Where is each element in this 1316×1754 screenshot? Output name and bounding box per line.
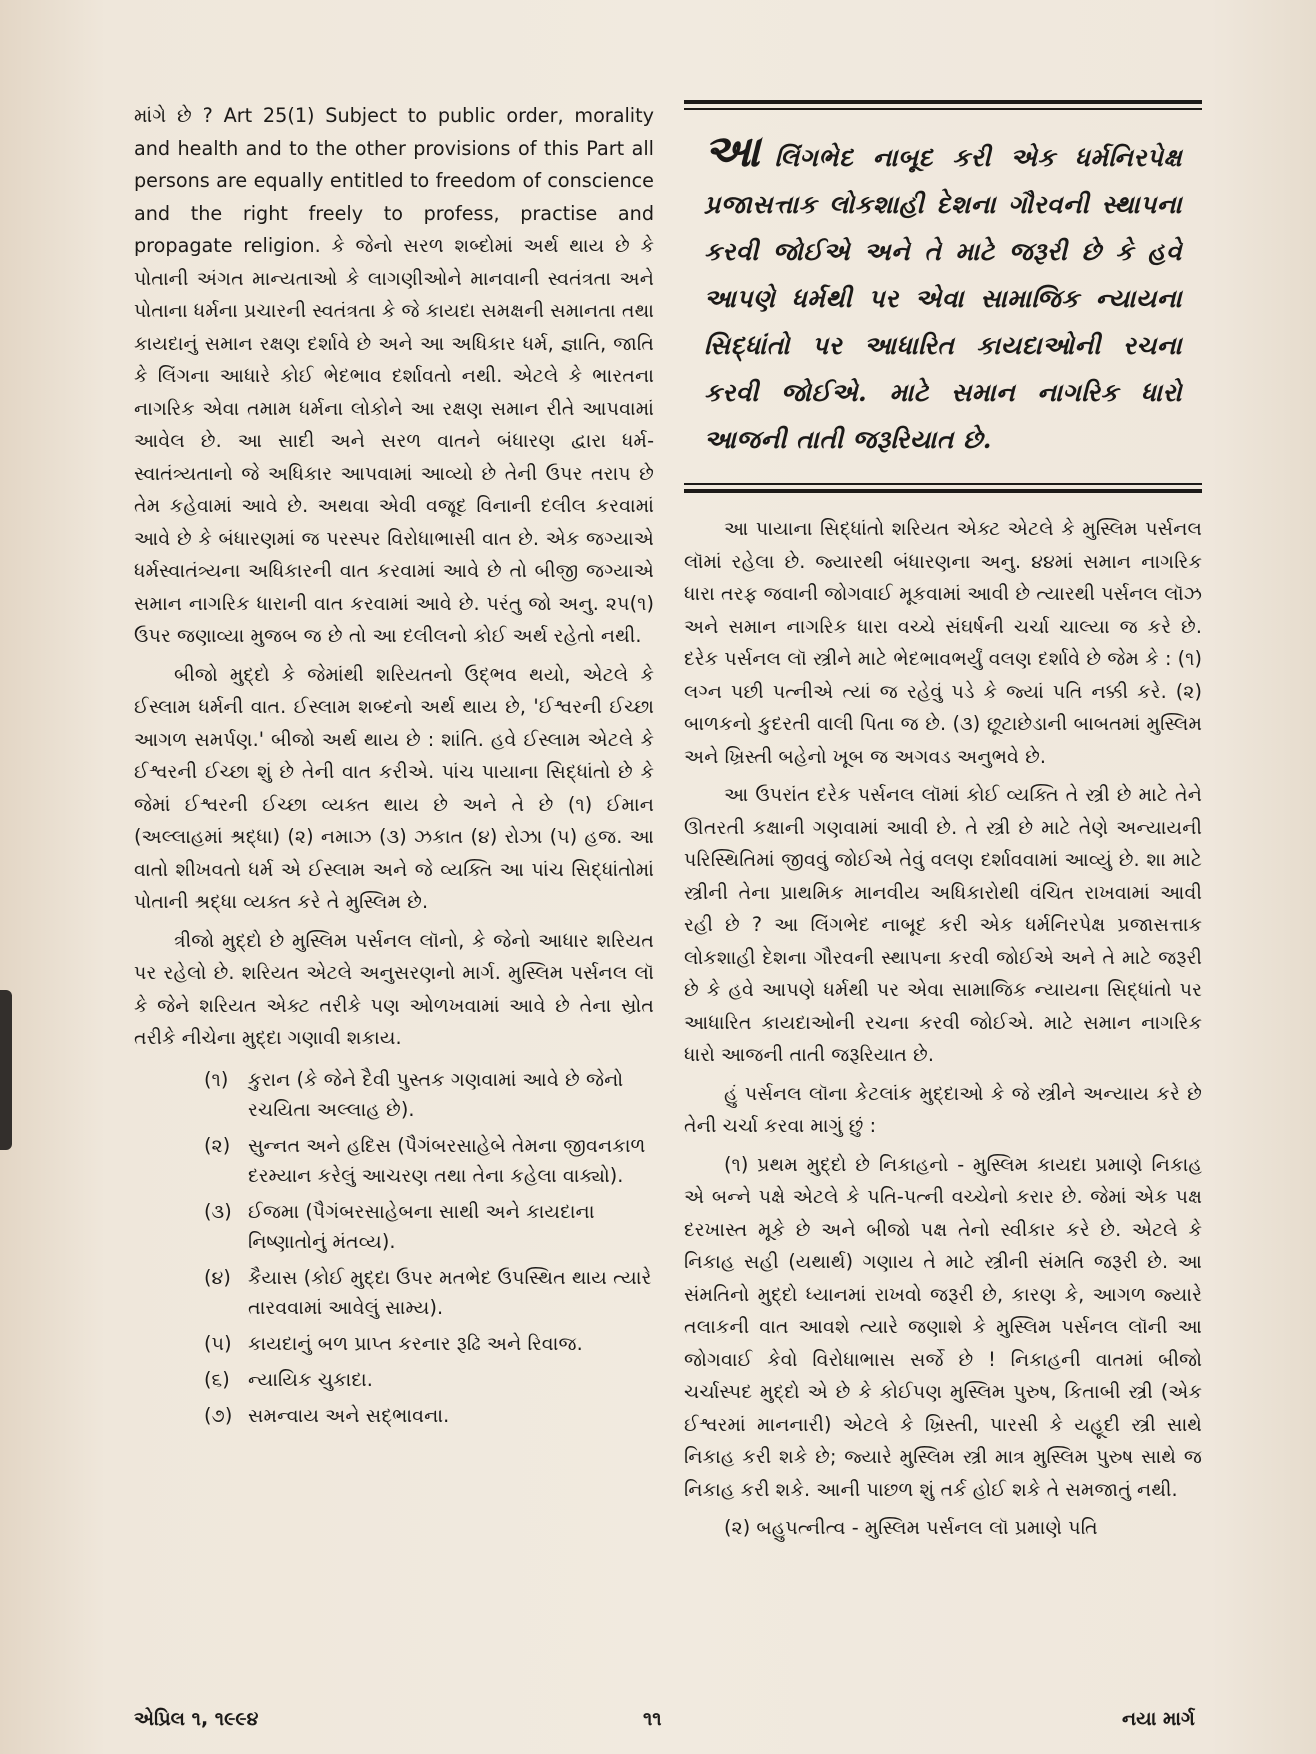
- pull-quote-body: લિંગભેદ નાબૂદ કરી એક ધર્મનિરપેક્ષ પ્રજાસત્તાક લોકશાહી દેશના ગૌરવની સ્થાપના કરવી જોઈએ અને તે માટે જરૂરી છે કે હવે આપણે ધર્મથી પર એવા સામાજિક ન્યાયના સિદ્ધાંતો પર આધારિત કાયદાઓની રચના કરવી જોઈએ. માટે સમાન નાગરિક ધારો આજની તાતી જરૂરિયાત છે.: [704, 143, 1182, 454]
- list-number: (૬): [204, 1367, 230, 1391]
- sources-list: [134, 1065, 654, 1431]
- list-text: સમન્વાય અને સદ્ભાવના.: [248, 1403, 450, 1427]
- list-text: ઈજમા (પૈગંબરસાહેબના સાથી અને કાયદાના નિષ્ણાતોનું મંતવ્ય).: [248, 1199, 595, 1253]
- list-text: સુન્નત અને હદિસ (પૈગંબરસાહેબે તેમના જીવનકાળ દરમ્યાન કરેલું આચરણ તથા તેના કહેલા વાક્યો).: [248, 1133, 646, 1187]
- pull-quote: [684, 100, 1202, 493]
- divider: [684, 483, 1202, 485]
- footer-publication: નયા માર્ગ: [1122, 1708, 1195, 1730]
- pull-quote-text: [684, 110, 1202, 479]
- list-item: [204, 1401, 654, 1431]
- list-number: (૪): [204, 1265, 231, 1289]
- list-text: કુરાન (કે જેને દૈવી પુસ્તક ગણવામાં આવે છે જેનો રચયિતા અલ્લાહ છે).: [248, 1067, 624, 1121]
- list-number: (૨): [204, 1133, 231, 1157]
- footer-page-number: ૧૧: [643, 1708, 662, 1730]
- paragraph-nikah: (૧) પ્રથમ મુદ્દો છે નિકાહનો - મુસ્લિમ કાયદા પ્રમાણે નિકાહ એ બન્ને પક્ષે એટલે કે પતિ-પત્ની વચ્ચેનો કરાર છે. જેમાં એક પક્ષ દરખાસ્ત મૂકે છે અને બીજો પક્ષ તેનો સ્વીકાર કરે છે. એટલે કે નિકાહ સહી (યથાર્થ) ગણાય તે માટે સ્ત્રીની સંમતિ જરૂરી છે. આ સંમતિનો મુદ્દો ધ્યાનમાં રાખવો જરૂરી છે, કારણ કે, આગળ જ્યારે તલાકની વાત આવશે ત્યારે જણાશે કે મુસ્લિમ પર્સનલ લૉની આ જોગવાઈ કેવો વિરોધાભાસ સર્જે છે ! નિકાહની વાતમાં બીજો ચર્ચાસ્પદ મુદ્દો એ છે કે કોઈપણ મુસ્લિમ પુરુષ, કિતાબી સ્ત્રી (એક ઈશ્વરમાં માનનારી) એટલે કે ખ્રિસ્તી, પારસી કે યહૂદી સ્ત્રી સાથે નિકાહ કરી શકે છે; જ્યારે મુસ્લિમ સ્ત્રી માત્ર મુસ્લિમ પુરુષ સાથે જ નિકાહ કરી શકે. આની પાછળ શું તર્ક હોઈ શકે તે સમજાતું નથી.: [684, 1152, 1202, 1501]
- binding-shadow: [0, 990, 12, 1150]
- paragraph-personal-law: ત્રીજો મુદ્દો છે મુસ્લિમ પર્સનલ લૉનો, કે જેનો આધાર શરિયત પર રહેલો છે. શરિયત એટલે અનુસરણનો માર્ગ. મુસ્લિમ પર્સનલ લૉ કે જેને શરિયત એક્ટ તરીકે પણ ઓળખવામાં આવે છે તેના સ્રોત તરીકે નીચેના મુદ્દા ગણાવી શકાય.: [134, 928, 654, 1049]
- paragraph-article-25: માંગે છે ? Art 25(1) Subject to public order, morality and health and to the other provisions of this Part all persons are equally entitled to freedom of conscience and the right freely to profess, practise and propagate religion. કે જેનો સરળ શબ્દોમાં અર્થ થાય છે કે પોતાની અંગત માન્યતાઓ કે લાગણીઓને માનવાની સ્વતંત્રતા અને પોતાના ધર્મના પ્રચારની સ્વતંત્રતા કે જે કાયદા સમક્ષની સમાનતા તથા કાયદાનું સમાન રક્ષણ દર્શાવે છે અને આ અધિકાર ધર્મ, જ્ઞાતિ, જાતિ કે લિંગના આધારે કોઈ ભેદભાવ દર્શાવતો નથી. એટલે કે ભારતના નાગરિક એવા તમામ ધર્મના લોકોને આ રક્ષણ સમાન રીતે આપવામાં આવેલ છે. આ સાદી અને સરળ વાતને બંધારણ દ્વારા ધર્મ-સ્વાતંત્ર્યતાનો જે અધિકાર આપવામાં આવ્યો છે તેની ઉપર તરાપ છે તેમ કહેવામાં આવે છે. અથવા એવી વજૂદ વિનાની દલીલ કરવામાં આવે છે કે બંધારણમાં જ પરસ્પર વિરોધાભાસી વાત છે. એક જગ્યાએ ધર્મસ્વાતંત્ર્યના અધિકારની વાત કરવામાં આવે છે તો બીજી જગ્યાએ સમાન નાગરિક ધારાની વાત કરવામાં આવે છે. પરંતુ જો અનુ. ૨૫(૧) ઉપર જણાવ્યા મુજબ જ છે તો આ દલીલનો કોઈ અર્થ રહેતો નથી.: [134, 104, 654, 647]
- paragraph-islam: બીજો મુદ્દો કે જેમાંથી શરિયતનો ઉદ્ભવ થયો, એટલે કે ઈસ્લામ ધર્મની વાત. ઈસ્લામ શબ્દનો અર્થ થાય છે, 'ઈશ્વરની ઈચ્છા આગળ સમર્પણ.' બીજો અર્થ થાય છે : શાંતિ. હવે ઈસ્લામ એટલે કે ઈશ્વરની ઈચ્છા શું છે તેની વાત કરીએ. પાંચ પાયાના સિદ્ધાંતો છે કે જેમાં ઈશ્વરની ઈચ્છા વ્યક્ત થાય છે અને તે છે (૧) ઈમાન (અલ્લાહમાં શ્રદ્ધા) (૨) નમાઝ (૩) ઝકાત (૪) રોઝા (૫) હજ. આ વાતો શીખવતો ધર્મ એ ઈસ્લામ અને જે વ્યક્તિ આ પાંચ સિદ્ધાંતોમાં પોતાની શ્રદ્ધા વ્યક્ત કરે તે મુસ્લિમ છે.: [134, 662, 654, 913]
- left-column: [134, 100, 654, 1437]
- paragraph-intro-points: હું પર્સનલ લૉના કેટલાંક મુદ્દાઓ કે જે સ્ત્રીને અન્યાય કરે છે તેની ચર્ચા કરવા માગું છું :: [684, 1081, 1202, 1137]
- list-item: [204, 1131, 654, 1191]
- list-text: કૈયાસ (કોઈ મુદ્દા ઉપર મતભેદ ઉપસ્થિત થાય ત્યારે તારવવામાં આવેલું સામ્ય).: [248, 1265, 652, 1319]
- list-number: (૭): [204, 1403, 233, 1427]
- right-column: [684, 100, 1202, 1545]
- list-text: ન્યાયિક ચુકાદા.: [248, 1367, 373, 1391]
- paragraph-polygamy: (૨) બહુપત્નીત્વ - મુસ્લિમ પર્સનલ લૉ પ્રમાણે પતિ: [724, 1516, 1098, 1539]
- list-number: (૧): [204, 1067, 229, 1091]
- pull-quote-lead: આ: [704, 126, 761, 177]
- list-number: (૫): [204, 1331, 232, 1355]
- list-number: (૩): [204, 1199, 232, 1223]
- list-item: [204, 1197, 654, 1257]
- list-item: [204, 1263, 654, 1323]
- paragraph-discrimination: આ ઉપરાંત દરેક પર્સનલ લૉમાં કોઈ વ્યક્તિ તે સ્ત્રી છે માટે તેને ઊતરતી કક્ષાની ગણવામાં આવી છે. તે સ્ત્રી છે માટે તેણે અન્યાયની પરિસ્થિતિમાં જીવવું જોઈએ તેવું વલણ દર્શાવવામાં આવ્યું છે. શા માટે સ્ત્રીની તેના પ્રાથમિક માનવીય અધિકારોથી વંચિત રાખવામાં આવી રહી છે ? આ લિંગભેદ નાબૂદ કરી એક ધર્મનિરપેક્ષ પ્રજાસત્તાક લોકશાહી દેશના ગૌરવની સ્થાપના કરવી જોઈએ અને તે માટે જરૂરી છે કે હવે આપણે ધર્મથી પર એવા સામાજિક ન્યાયના સિદ્ધાંતો પર આધારિત કાયદાઓની રચના કરવી જોઈએ. માટે સમાન નાગરિક ધારો આજની તાતી જરૂરિયાત છે.: [684, 783, 1202, 1066]
- list-text: કાયદાનું બળ પ્રાપ્ત કરનાર રૂઢિ અને રિવાજ.: [248, 1331, 583, 1355]
- list-item: [204, 1065, 654, 1125]
- paragraph-foundations: આ પાયાના સિદ્ધાંતો શરિયત એક્ટ એટલે કે મુસ્લિમ પર્સનલ લૉમાં રહેલા છે. જ્યારથી બંધારણના અનુ. ૪૪માં સમાન નાગરિક ધારા તરફ જવાની જોગવાઈ મૂકવામાં આવી છે ત્યારથી પર્સનલ લૉઝ અને સમાન નાગરિક ધારા વચ્ચે સંઘર્ષની ચર્ચા ચાલ્યા જ કરે છે. દરેક પર્સનલ લૉ સ્ત્રીને માટે ભેદભાવભર્યું વલણ દર્શાવે છે જેમ કે : (૧) લગ્ન પછી પત્નીએ ત્યાં જ રહેવું પડે કે જ્યાં પતિ નક્કી કરે. (૨) બાળકનો કુદરતી વાલી પિતા જ છે. (૩) છૂટાછેડાની બાબતમાં મુસ્લિમ અને ખ્રિસ્તી બહેનો ખૂબ જ અગવડ અનુભવે છે.: [684, 517, 1202, 768]
- list-item: [204, 1365, 654, 1395]
- footer-date: એપ્રિલ ૧, ૧૯૯૪: [134, 1708, 259, 1730]
- list-item: [204, 1329, 654, 1359]
- divider: [684, 489, 1202, 493]
- divider: [684, 100, 1202, 104]
